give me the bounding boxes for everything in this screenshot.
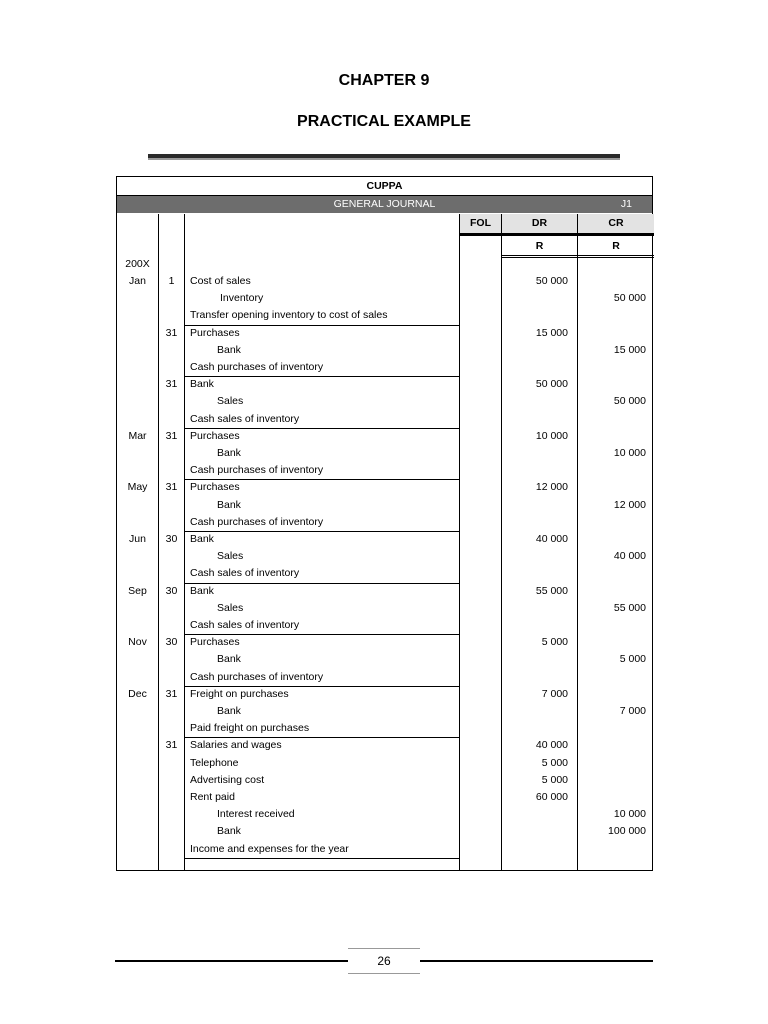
entry-day: 1 xyxy=(168,275,175,287)
debit-amount: 5 000 xyxy=(541,756,568,769)
column-header-dr: DR xyxy=(502,214,577,236)
debit-amount: 50 000 xyxy=(535,378,568,391)
credit-amount: 5 000 xyxy=(619,653,646,666)
entry-description: Inventory xyxy=(220,292,264,305)
credit-amount: 50 000 xyxy=(613,395,646,408)
column-header-fol: FOL xyxy=(460,214,501,236)
entry-description: Bank xyxy=(190,378,214,391)
entry-description: Rent paid xyxy=(190,791,235,803)
entry-month: Jan xyxy=(129,275,146,287)
entry-description: Freight on purchases xyxy=(190,687,289,700)
journal-title-bar xyxy=(117,196,652,213)
entry-month: Jun xyxy=(129,533,146,545)
entry-day: 30 xyxy=(165,584,178,597)
entry-description: Cash sales of inventory xyxy=(190,567,300,580)
general-journal xyxy=(116,176,653,871)
entry-day: 31 xyxy=(165,481,178,494)
entry-description: Sales xyxy=(217,550,244,563)
debit-amount: 7 000 xyxy=(541,687,568,700)
entry-description: Cash purchases of inventory xyxy=(190,515,324,528)
credit-amount: 40 000 xyxy=(613,550,646,563)
entry-description: Cost of sales xyxy=(190,275,251,287)
entry-month: May xyxy=(127,481,148,494)
entry-description: Sales xyxy=(217,395,244,408)
credit-amount: 100 000 xyxy=(608,825,646,838)
entry-separator xyxy=(185,858,460,859)
debit-amount: 50 000 xyxy=(535,275,568,287)
entry-description: Advertising cost xyxy=(190,773,265,786)
column-divider xyxy=(184,214,185,870)
entry-separator xyxy=(185,428,460,429)
entry-description: Bank xyxy=(217,705,241,717)
entry-day: 31 xyxy=(165,739,178,752)
entry-month: Nov xyxy=(128,636,147,649)
entry-description: Cash purchases of inventory xyxy=(190,670,324,683)
credit-amount: 50 000 xyxy=(613,292,646,305)
entry-day: 31 xyxy=(165,687,178,700)
entry-day: 31 xyxy=(165,378,178,391)
entry-separator xyxy=(185,531,460,532)
entry-description: Telephone xyxy=(190,756,239,769)
entry-description: Bank xyxy=(217,343,241,356)
credit-amount: 10 000 xyxy=(613,447,646,459)
column-header-cr: CR xyxy=(578,214,654,236)
entry-description: Sales xyxy=(217,601,244,614)
entry-separator xyxy=(185,479,460,480)
credit-amount: 12 000 xyxy=(613,498,646,511)
entry-description: Purchases xyxy=(190,481,240,494)
entry-description: Paid freight on purchases xyxy=(190,722,310,735)
credit-amount: 55 000 xyxy=(613,601,646,614)
entry-description: Bank xyxy=(190,533,214,545)
credit-amount: 15 000 xyxy=(613,343,646,356)
currency-header-dr: R xyxy=(502,237,577,258)
column-divider xyxy=(459,214,460,870)
credit-amount: 10 000 xyxy=(613,808,646,821)
journal-title: GENERAL JOURNAL xyxy=(333,198,436,210)
debit-amount: 15 000 xyxy=(535,326,568,339)
column-divider xyxy=(577,214,578,870)
credit-amount: 7 000 xyxy=(619,705,646,717)
entry-month: Dec xyxy=(128,687,147,700)
year-label: 200X xyxy=(125,258,150,270)
debit-amount: 5 000 xyxy=(541,773,568,786)
entry-description: Cash purchases of inventory xyxy=(190,464,324,477)
entry-separator xyxy=(185,583,460,584)
entry-separator xyxy=(185,634,460,635)
entry-description: Income and expenses for the year xyxy=(190,842,349,855)
entry-description: Bank xyxy=(217,653,241,666)
debit-amount: 12 000 xyxy=(535,481,568,494)
debit-amount: 60 000 xyxy=(535,791,568,803)
entry-separator xyxy=(185,737,460,738)
journal-reference: J1 xyxy=(620,198,632,210)
entry-separator xyxy=(185,686,460,687)
chapter-heading: CHAPTER 9 xyxy=(338,72,430,89)
entry-month: Mar xyxy=(128,429,147,442)
entry-description: Purchases xyxy=(190,429,240,442)
entry-day: 31 xyxy=(165,326,178,339)
currency-header-cr: R xyxy=(578,237,654,258)
debit-amount: 40 000 xyxy=(535,739,568,752)
entry-month: Sep xyxy=(128,584,147,597)
heading-rule xyxy=(148,154,620,160)
debit-amount: 40 000 xyxy=(535,533,568,545)
entry-description: Purchases xyxy=(190,636,240,649)
entry-description: Salaries and wages xyxy=(190,739,282,752)
entry-description: Transfer opening inventory to cost of sales xyxy=(190,309,388,322)
entry-description: Cash sales of inventory xyxy=(190,619,300,631)
entry-day: 30 xyxy=(165,636,178,649)
footer-rule-right xyxy=(420,960,653,962)
page-number: 26 xyxy=(348,948,420,974)
entry-description: Purchases xyxy=(190,326,240,339)
entry-separator xyxy=(185,376,460,377)
entry-description: Bank xyxy=(217,447,241,459)
entry-description: Cash purchases of inventory xyxy=(190,361,324,373)
entry-separator xyxy=(185,325,460,326)
footer-rule-left xyxy=(115,960,348,962)
debit-amount: 5 000 xyxy=(541,636,568,649)
debit-amount: 10 000 xyxy=(535,429,568,442)
entry-day: 31 xyxy=(165,429,178,442)
debit-amount: 55 000 xyxy=(535,584,568,597)
entry-description: Cash sales of inventory xyxy=(190,412,300,425)
entry-description: Bank xyxy=(217,825,241,838)
entry-description: Interest received xyxy=(217,808,295,821)
entry-description: Bank xyxy=(217,498,241,511)
company-name: CUPPA xyxy=(117,177,652,196)
entry-day: 30 xyxy=(165,533,178,545)
page-subtitle: PRACTICAL EXAMPLE xyxy=(297,113,471,130)
entry-description: Bank xyxy=(190,584,214,597)
